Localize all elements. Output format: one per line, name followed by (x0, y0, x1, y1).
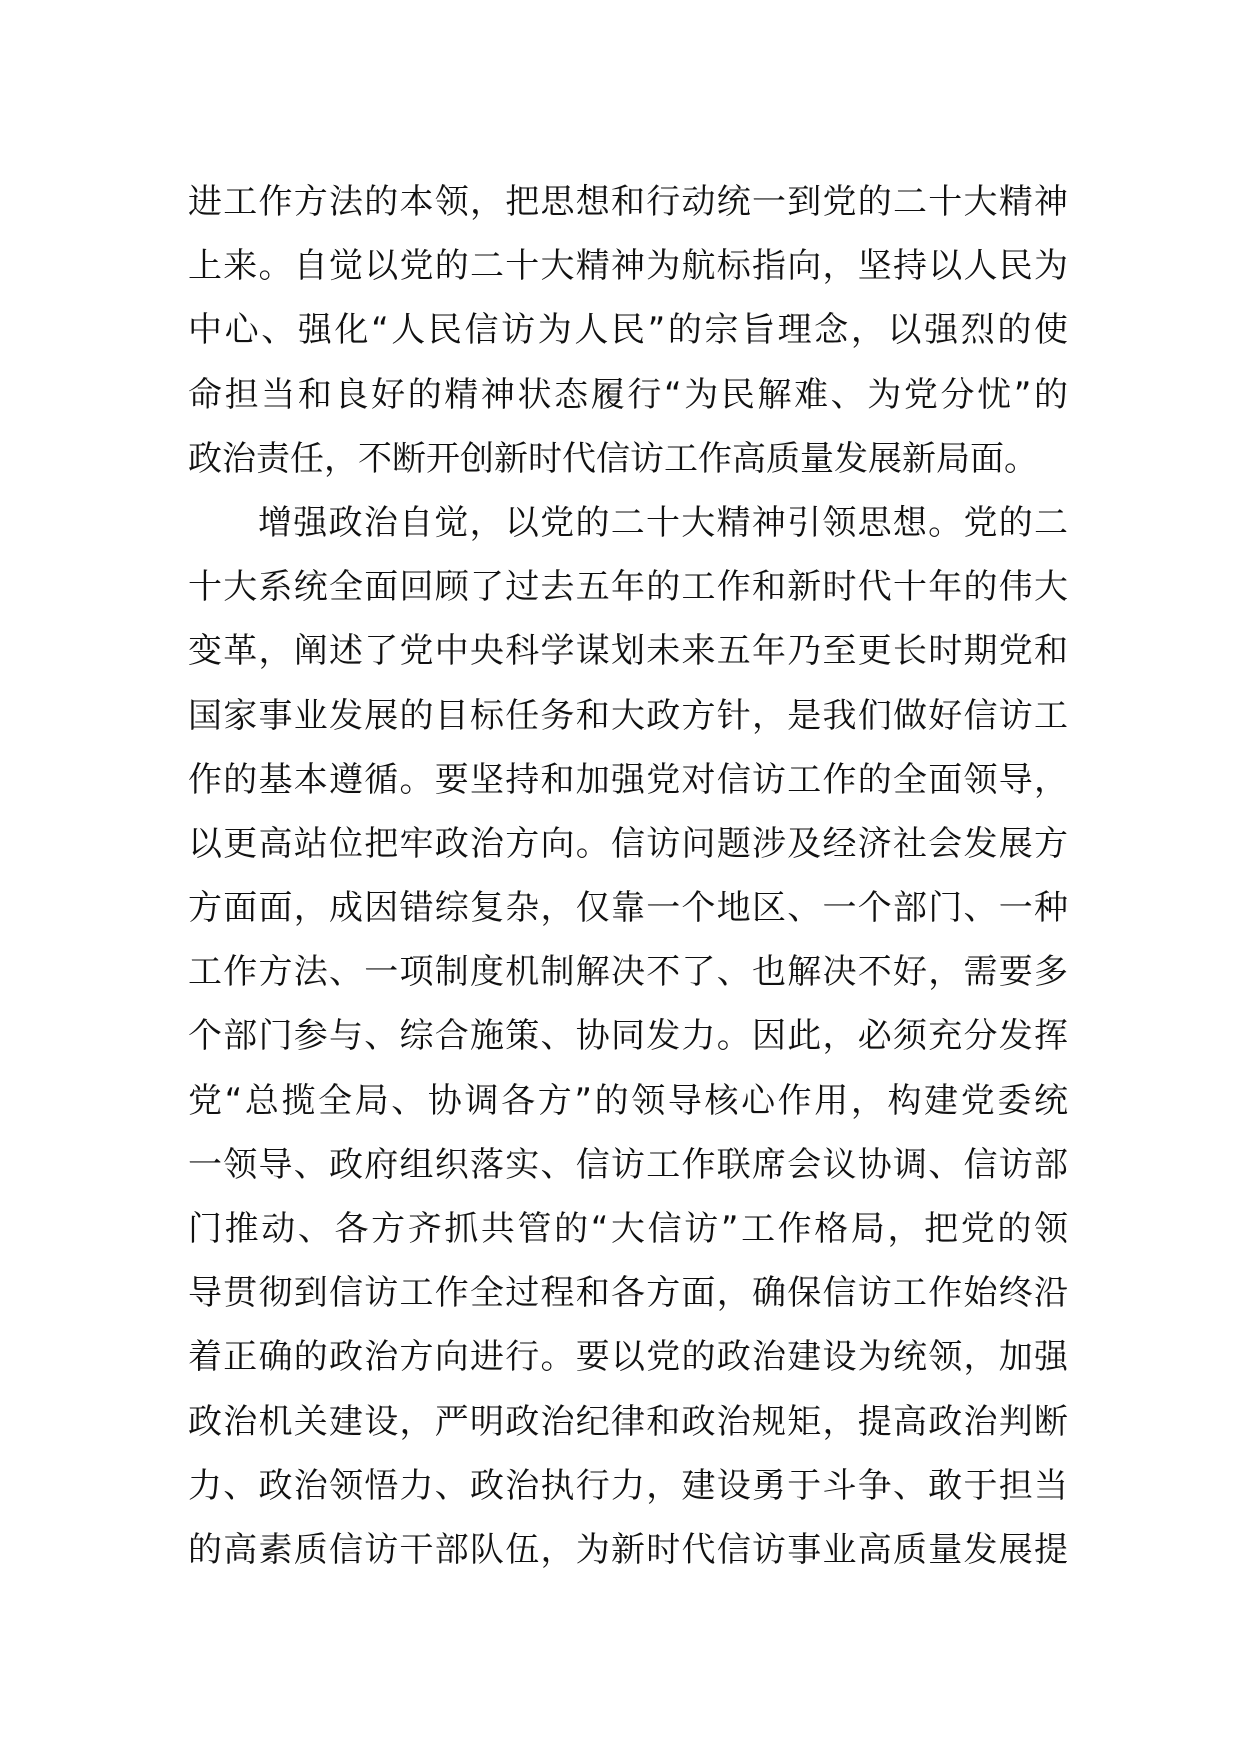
text-line: 进工作方法的本领，把思想和行动统一到党的二十大精神 (188, 182, 1068, 222)
body-text (188, 170, 1068, 1582)
text-line: 导贯彻到信访工作全过程和各方面，确保信访工作始终沿 (188, 1273, 1068, 1314)
text-line: 十大系统全面回顾了过去五年的工作和新时代十年的伟大 (188, 567, 1068, 608)
text-line: 政治责任，不断开创新时代信访工作高质量发展新局面。 (188, 438, 1038, 479)
text-line: 上来。自觉以党的二十大精神为航标指向，坚持以人民为 (188, 246, 1068, 287)
text-line: 的高素质信访干部队伍，为新时代信访事业高质量发展提 (188, 1529, 1068, 1570)
paragraph-first-line: 增强政治自觉，以党的二十大精神引领思想。党的二 (258, 502, 1068, 543)
text-line: 个部门参与、综合施策、协同发力。因此，必须充分发挥 (188, 1016, 1068, 1057)
text-line: 国家事业发展的目标任务和大政方针，是我们做好信访工 (188, 695, 1068, 736)
text-line: 力、政治领悟力、政治执行力，建设勇于斗争、敢于担当 (188, 1465, 1068, 1506)
text-line: 变革，阐述了党中央科学谋划未来五年乃至更长时期党和 (188, 631, 1068, 672)
text-line: 着正确的政治方向进行。要以党的政治建设为统领，加强 (188, 1337, 1068, 1378)
text-line: 作的基本遵循。要坚持和加强党对信访工作的全面领导， (188, 759, 1068, 800)
text-line: 中心、强化“人民信访为人民”的宗旨理念，以强烈的使 (188, 310, 1068, 351)
text-line: 政治机关建设，严明政治纪律和政治规矩，提高政治判断 (188, 1401, 1068, 1442)
text-line: 命担当和良好的精神状态履行“为民解难、为党分忧”的 (188, 374, 1068, 415)
text-line: 方面面，成因错综复杂，仅靠一个地区、一个部门、一种 (188, 888, 1068, 929)
text-line: 一领导、政府组织落实、信访工作联席会议协调、信访部 (188, 1144, 1068, 1185)
text-line: 工作方法、一项制度机制解决不了、也解决不好，需要多 (188, 952, 1068, 993)
text-line: 以更高站位把牢政治方向。信访问题涉及经济社会发展方 (188, 823, 1068, 864)
text-line: 党“总揽全局、协调各方”的领导核心作用，构建党委统 (188, 1080, 1068, 1121)
text-line: 门推动、各方齐抓共管的“大信访”工作格局，把党的领 (188, 1209, 1068, 1249)
